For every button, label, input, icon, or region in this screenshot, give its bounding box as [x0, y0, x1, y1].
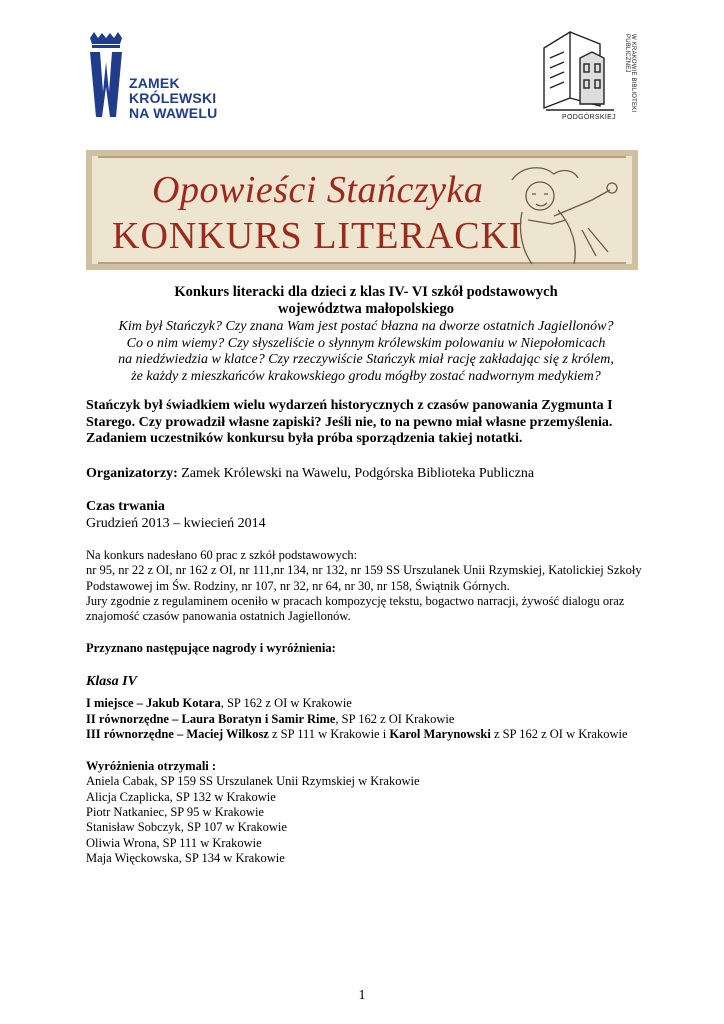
klasa-iv-heading: Klasa IV — [86, 673, 137, 689]
award-second-school: , SP 162 z OI Krakowie — [335, 711, 455, 726]
submissions — [86, 548, 646, 624]
banner-background — [92, 156, 632, 264]
award-first-school: , SP 162 z OI w Krakowie — [220, 696, 352, 711]
library-logo — [540, 28, 638, 128]
award-third-school-2: z SP 162 z OI w Krakowie — [490, 726, 628, 741]
organizers-label: Organizatorzy: — [86, 465, 178, 481]
distinction-item: Aniela Cabak, SP 159 SS Urszulanek Unii Rzymskiej w Krakowie — [86, 774, 420, 789]
submissions-intro: Na konkurs nadesłano 60 prac z szkół podstawowych: — [86, 548, 358, 562]
title-line-2: województwa małopolskiego — [277, 301, 454, 317]
document-body — [86, 284, 646, 866]
library-logo-name: BIBLIOTEKI PUBLICZNEJ — [624, 34, 636, 113]
library-logo-vertical-text — [624, 34, 636, 128]
banner-rule-top — [98, 156, 626, 158]
wawel-logo-text — [129, 76, 217, 121]
distinction-item: Stanisław Sobczyk, SP 107 w Krakowie — [86, 820, 287, 835]
duration-label: Czas trwania — [86, 499, 165, 514]
title-line-1: Konkurs literacki dla dzieci z klas IV- VI szkół podstawowych — [174, 284, 558, 300]
library-logo-caption: PODGÓRSKIEJ — [562, 114, 616, 121]
organizers — [86, 466, 646, 483]
award-third-winner-1: III równorzędne – Maciej Wilkosz — [86, 726, 269, 741]
logo-line-3: NA WAWELU — [129, 105, 218, 121]
distinction-item: Alicja Czaplicka, SP 132 w Krakowie — [86, 789, 276, 804]
task-description: Stańczyk był świadkiem wielu wydarzeń historycznych z czasów panowania Zygmunta I Starego. Czy prowadził własne zapiski? Jeśli nie, to na pewno miał własne przemyślenia. Zadaniem uczestników konkursu była próba sporządzenia takiej notatki. — [86, 398, 613, 446]
library-building-icon — [540, 28, 622, 112]
distinction-item: Maja Więckowska, SP 134 w Krakowie — [86, 850, 285, 865]
duration-value: Grudzień 2013 – kwiecień 2014 — [86, 515, 266, 531]
intro-questions — [86, 319, 646, 385]
logo-line-2: KRÓLEWSKI — [129, 90, 217, 106]
logo-line-1: ZAMEK — [129, 75, 180, 91]
intro-line-1: Kim był Stańczyk? Czy znana Wam jest postać błazna na dworze ostatnich Jagiellonów? — [118, 319, 614, 334]
distinctions-heading: Wyróżnienia otrzymali : — [86, 759, 217, 774]
banner-title-italic: Opowieści Stańczyka — [152, 169, 484, 211]
award-first-winner: I miejsce – Jakub Kotara — [86, 696, 221, 711]
document-title — [86, 284, 646, 318]
jury-criteria: Jury zgodnie z regulaminem oceniło w pracach kompozycję tekstu, bogactwo narracji, żywość dialogu oraz znajomość czasów panowania ostatnich Jagiellonów. — [86, 593, 625, 624]
award-second — [86, 712, 646, 727]
award-third — [86, 727, 646, 742]
library-logo-city: W KRAKOWIE — [630, 34, 636, 76]
page-number: 1 — [358, 988, 366, 1003]
submissions-schools: nr 95, nr 22 z OI, nr 162 z OI, nr 111,nr 134, nr 132, nr 159 SS Urszulanek Unii Rzymskiej, Katolickiej Szkoły Podstawowej im Św. Rodziny, nr 107, nr 32, nr 64, nr 30, nr 158, Świątnik Górnych. — [86, 563, 642, 593]
award-third-school-1: z SP 111 w Krakowie i — [268, 726, 390, 741]
prizes-heading: Przyznano następujące nagrody i wyróżnienia: — [86, 641, 336, 656]
distinction-item: Piotr Natkaniec, SP 95 w Krakowie — [86, 805, 264, 820]
award-second-winners: II równorzędne – Laura Boratyn i Samir Rime — [86, 711, 336, 726]
award-first — [86, 696, 646, 711]
wawel-logo — [86, 32, 236, 122]
distinction-item: Oliwia Wrona, SP 111 w Krakowie — [86, 835, 262, 850]
banner-title-caps: KONKURS LITERACKI — [112, 215, 523, 257]
intro-line-2: Co o nim wiemy? Czy słyszeliście o słynnym królewskim polowaniu w Niepołomicach — [126, 335, 606, 351]
intro-line-3: na niedźwiedzia w klatce? Czy rzeczywiście Stańczyk miał rację zakładając się z królem, — [118, 352, 614, 367]
klasa-iv-awards — [86, 696, 646, 742]
award-third-winner-2: Karol Marynowski — [389, 726, 491, 741]
contest-banner — [86, 150, 638, 270]
wawel-crown-w-icon — [86, 32, 126, 122]
distinctions — [86, 759, 646, 866]
intro-line-4: że każdy z mieszkańców krakowskiego grodu mógłby zostać nadwornym medykiem? — [131, 368, 601, 384]
organizers-value: Zamek Królewski na Wawelu, Podgórska Biblioteka Publiczna — [177, 465, 535, 481]
